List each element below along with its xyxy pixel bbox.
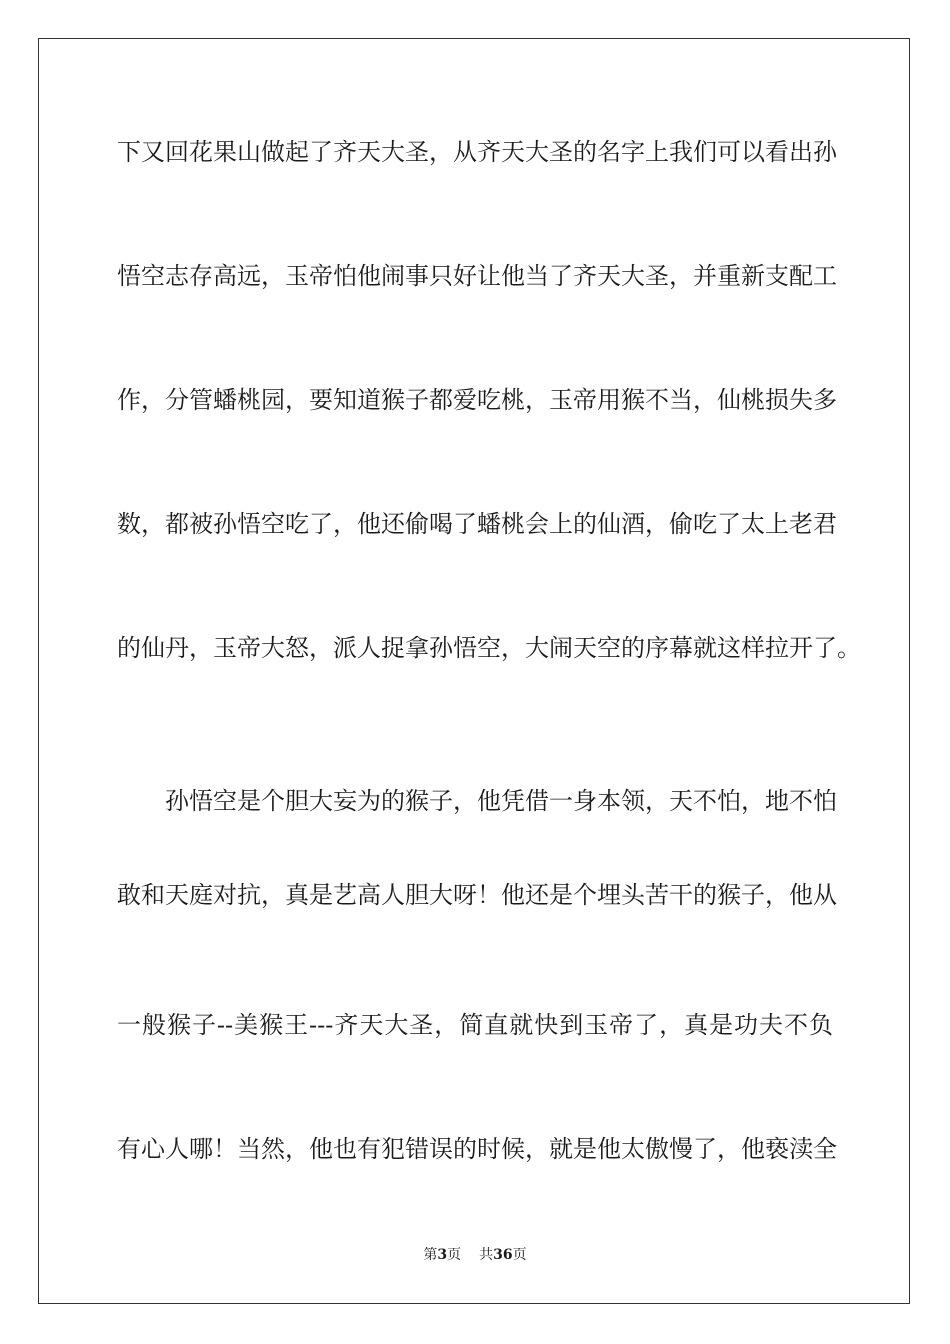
text-line: 一般猴子--美猴王---齐天大圣，简直就快到玉帝了，真是功夫不负	[117, 1011, 833, 1039]
page-suffix: 页	[447, 1247, 462, 1263]
text-line: 悟空志存高远，玉帝怕他闹事只好让他当了齐天大圣，并重新支配工	[117, 262, 837, 290]
paragraph-first-line: 孙悟空是个胆大妄为的猴子，他凭借一身本领，天不怕，地不怕	[165, 787, 837, 815]
text-line: 敢和天庭对抗，真是艺高人胆大呀！他还是个埋头苦干的猴子，他从	[117, 881, 837, 909]
total-prefix: 共	[479, 1247, 494, 1263]
text-line: 下又回花果山做起了齐天大圣，从齐天大圣的名字上我们可以看出孙	[117, 138, 837, 166]
page-prefix: 第	[423, 1247, 438, 1263]
text-line: 作，分管蟠桃园，要知道猴子都爱吃桃，玉帝用猴不当，仙桃损失多	[117, 386, 837, 414]
total-suffix: 页	[512, 1247, 527, 1263]
total-pages: 36	[493, 1247, 513, 1263]
text-line: 有心人哪！当然，他也有犯错误的时候，就是他太傲慢了，他亵渎全	[117, 1135, 837, 1163]
text-line: 数，都被孙悟空吃了，他还偷喝了蟠桃会上的仙酒，偷吃了太上老君	[117, 510, 837, 538]
page-footer	[0, 1246, 950, 1264]
page-number: 3	[437, 1247, 448, 1263]
page-border	[38, 38, 910, 1304]
text-line: 的仙丹，玉帝大怒，派人捉拿孙悟空，大闹天空的序幕就这样拉开了。	[117, 634, 861, 662]
